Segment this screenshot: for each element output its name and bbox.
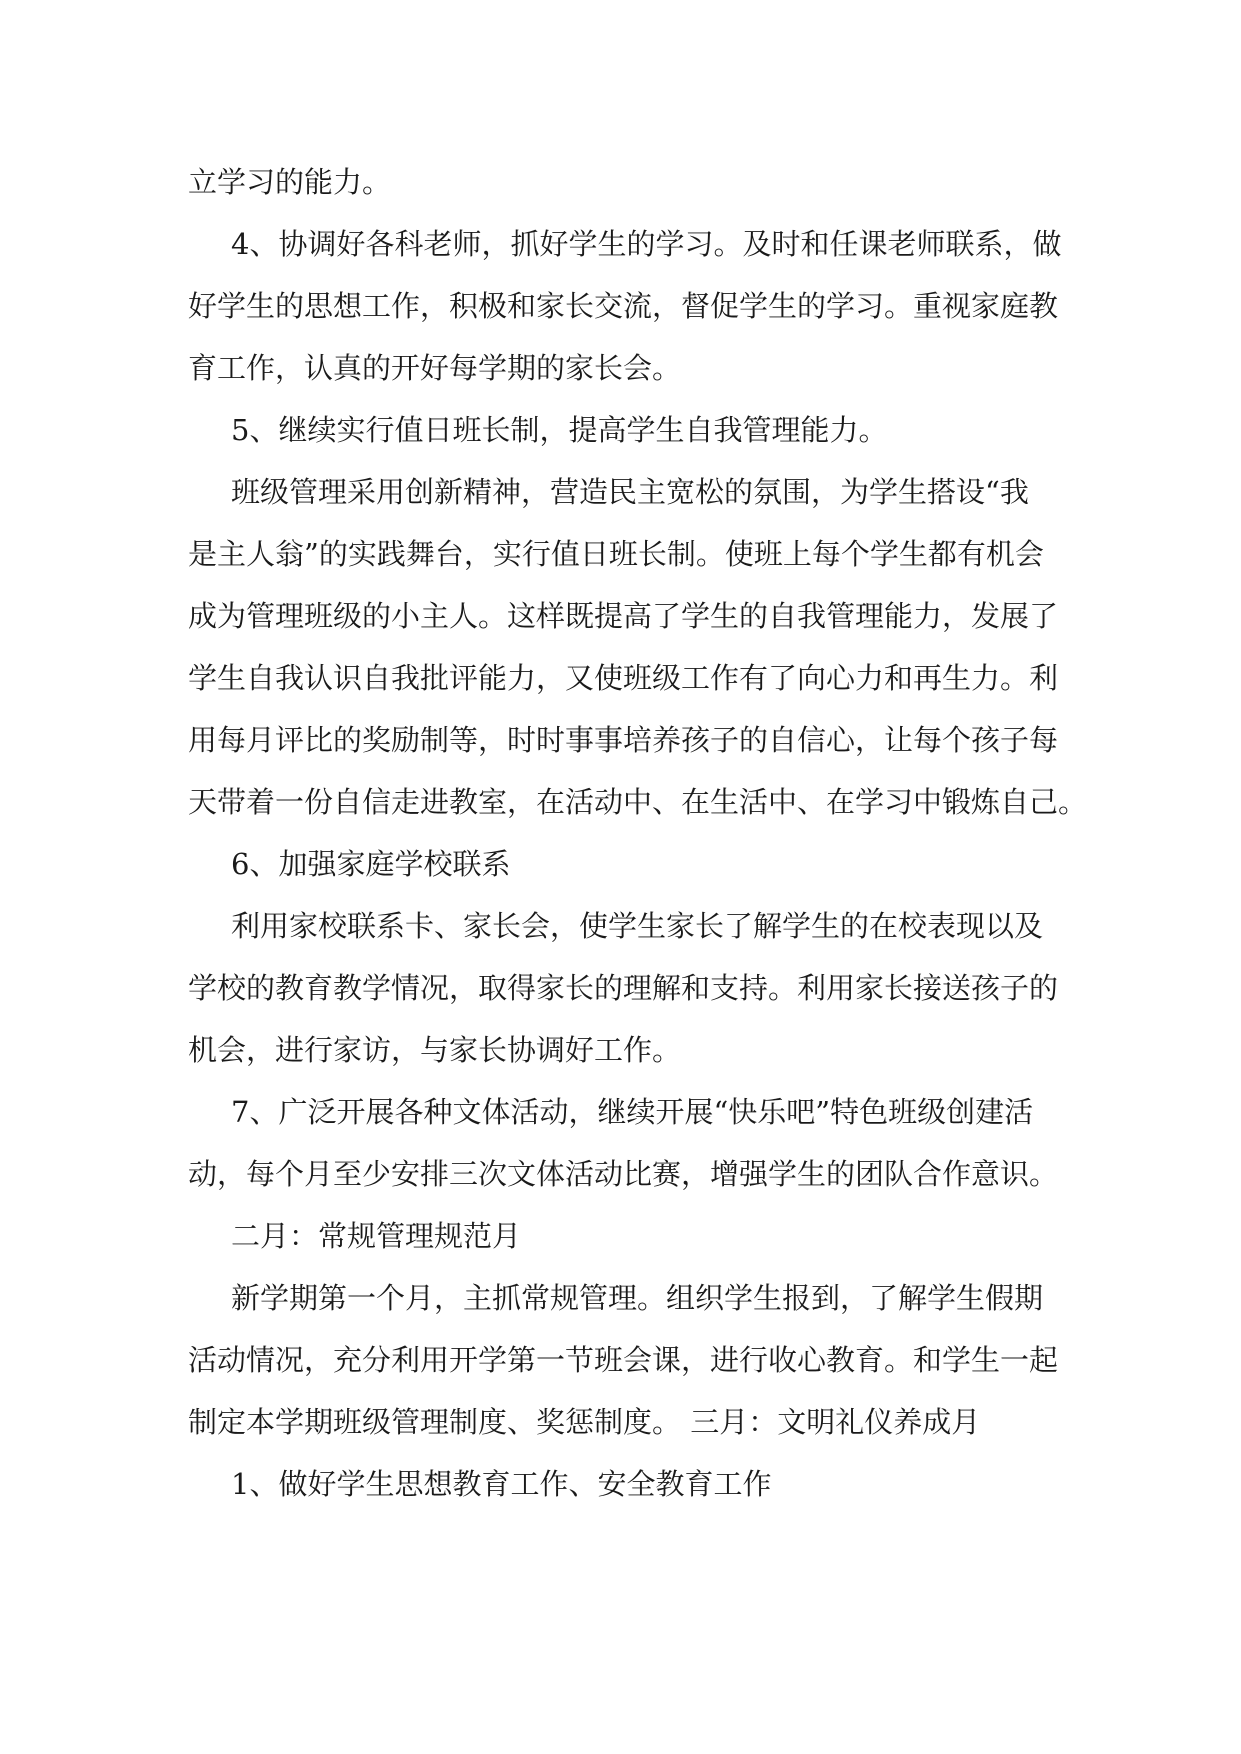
text-line: 4、协调好各科老师，抓好学生的学习。及时和任课老师联系，做 xyxy=(231,227,1062,261)
text-line: 育工作，认真的开好每学期的家长会。 xyxy=(188,351,682,385)
text-line: 学校的教育教学情况，取得家长的理解和支持。利用家长接送孩子的 xyxy=(188,971,1059,1005)
text-line: 新学期第一个月，主抓常规管理。组织学生报到，了解学生假期 xyxy=(231,1281,1044,1315)
text-line: 机会，进行家访，与家长协调好工作。 xyxy=(188,1033,682,1067)
text-line: 班级管理采用创新精神，营造民主宽松的氛围，为学生搭设“我 xyxy=(231,475,1029,509)
text-line: 成为管理班级的小主人。这样既提高了学生的自我管理能力，发展了 xyxy=(188,599,1059,633)
text-line: 好学生的思想工作，积极和家长交流，督促学生的学习。重视家庭教 xyxy=(188,289,1059,323)
text-line: 用每月评比的奖励制等，时时事事培养孩子的自信心，让每个孩子每 xyxy=(188,723,1059,757)
text-line: 利用家校联系卡、家长会，使学生家长了解学生的在校表现以及 xyxy=(231,909,1044,943)
text-line: 5、继续实行值日班长制，提高学生自我管理能力。 xyxy=(231,413,888,447)
text-line: 学生自我认识自我批评能力，又使班级工作有了向心力和再生力。利 xyxy=(188,661,1059,695)
text-line: 动，每个月至少安排三次文体活动比赛，增强学生的团队合作意识。 xyxy=(188,1157,1059,1191)
text-line: 天带着一份自信走进教室，在活动中、在生活中、在学习中锻炼自己。 xyxy=(188,785,1088,819)
text-line: 立学习的能力。 xyxy=(188,165,392,199)
text-line: 6、加强家庭学校联系 xyxy=(231,847,511,881)
text-line: 是主人翁”的实践舞台，实行值日班长制。使班上每个学生都有机会 xyxy=(188,537,1044,571)
text-line: 活动情况，充分利用开学第一节班会课，进行收心教育。和学生一起 xyxy=(188,1343,1059,1377)
text-line: 1、做好学生思想教育工作、安全教育工作 xyxy=(231,1467,772,1501)
text-line: 制定本学期班级管理制度、奖惩制度。 三月：文明礼仪养成月 xyxy=(188,1405,981,1439)
text-line: 二月：常规管理规范月 xyxy=(231,1219,522,1253)
text-line: 7、广泛开展各种文体活动，继续开展“快乐吧”特色班级创建活 xyxy=(231,1095,1034,1129)
